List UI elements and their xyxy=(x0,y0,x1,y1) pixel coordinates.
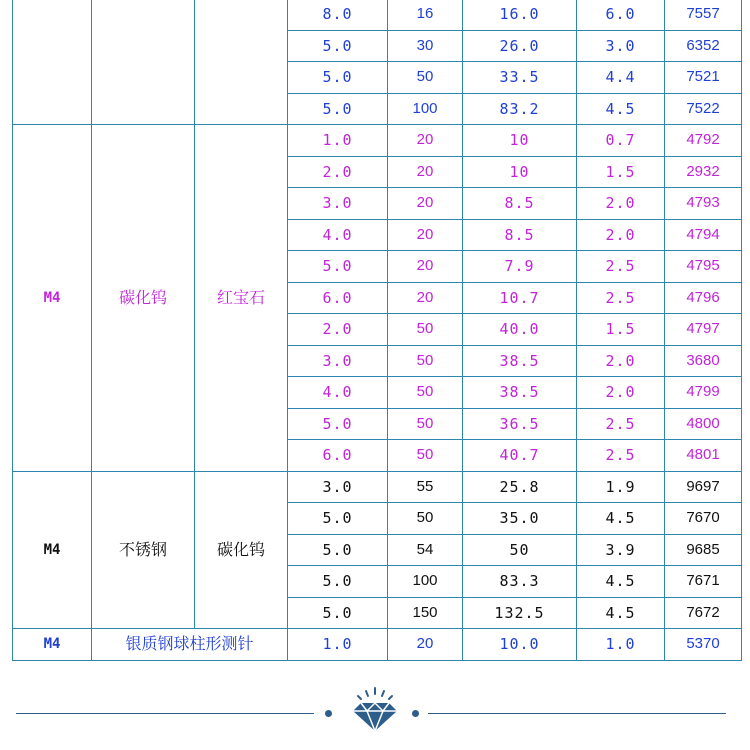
stem-diameter-cell: 0.7 xyxy=(577,125,665,157)
part-number-cell: 9697 xyxy=(665,471,742,503)
stem-diameter-cell: 2.0 xyxy=(577,219,665,251)
stylus-length-cell: 20 xyxy=(388,251,463,283)
table-row xyxy=(13,125,742,157)
part-number-cell: 6352 xyxy=(665,30,742,62)
stylus-diameter-cell: 5.0 xyxy=(288,503,388,535)
tip-material-cell xyxy=(195,0,288,125)
stylus-diameter-cell: 4.0 xyxy=(288,219,388,251)
table-row xyxy=(13,471,742,503)
stylus-length-cell: 50 xyxy=(388,440,463,472)
stylus-diameter-cell: 6.0 xyxy=(288,282,388,314)
stylus-length-cell: 54 xyxy=(388,534,463,566)
part-number-cell: 4796 xyxy=(665,282,742,314)
stem-diameter-cell: 2.0 xyxy=(577,377,665,409)
stem-diameter-cell: 1.5 xyxy=(577,314,665,346)
stem-diameter-cell: 4.5 xyxy=(577,566,665,598)
stylus-diameter-cell: 5.0 xyxy=(288,597,388,629)
stem-diameter-cell: 2.0 xyxy=(577,345,665,377)
stem-diameter-cell: 6.0 xyxy=(577,0,665,30)
effective-length-cell: 33.5 xyxy=(463,62,577,94)
stylus-diameter-cell: 5.0 xyxy=(288,30,388,62)
material-cell: 不锈钢 xyxy=(92,471,195,629)
stylus-length-cell: 55 xyxy=(388,471,463,503)
effective-length-cell: 50 xyxy=(463,534,577,566)
material-cell xyxy=(92,0,195,125)
part-number-cell: 7522 xyxy=(665,93,742,125)
divider-dot-left xyxy=(325,710,332,717)
stem-diameter-cell: 1.5 xyxy=(577,156,665,188)
stylus-length-cell: 20 xyxy=(388,629,463,661)
stylus-diameter-cell: 5.0 xyxy=(288,93,388,125)
effective-length-cell: 7.9 xyxy=(463,251,577,283)
effective-length-cell: 40.0 xyxy=(463,314,577,346)
model-cell: M4 xyxy=(13,471,92,629)
stylus-diameter-cell: 5.0 xyxy=(288,251,388,283)
part-number-cell: 4794 xyxy=(665,219,742,251)
effective-length-cell: 8.5 xyxy=(463,219,577,251)
part-number-cell: 4792 xyxy=(665,125,742,157)
stylus-diameter-cell: 5.0 xyxy=(288,566,388,598)
stylus-diameter-cell: 6.0 xyxy=(288,440,388,472)
stylus-length-cell: 30 xyxy=(388,30,463,62)
part-number-cell: 4801 xyxy=(665,440,742,472)
stem-diameter-cell: 2.5 xyxy=(577,282,665,314)
stem-diameter-cell: 2.0 xyxy=(577,188,665,220)
effective-length-cell: 83.2 xyxy=(463,93,577,125)
stylus-length-cell: 50 xyxy=(388,408,463,440)
diamond-icon xyxy=(347,686,403,734)
stylus-length-cell: 20 xyxy=(388,188,463,220)
stylus-length-cell: 20 xyxy=(388,219,463,251)
effective-length-cell: 38.5 xyxy=(463,377,577,409)
stylus-diameter-cell: 5.0 xyxy=(288,62,388,94)
effective-length-cell: 132.5 xyxy=(463,597,577,629)
effective-length-cell: 25.8 xyxy=(463,471,577,503)
stylus-length-cell: 20 xyxy=(388,125,463,157)
effective-length-cell: 36.5 xyxy=(463,408,577,440)
effective-length-cell: 83.3 xyxy=(463,566,577,598)
stem-diameter-cell: 4.5 xyxy=(577,93,665,125)
stem-diameter-cell: 2.5 xyxy=(577,251,665,283)
divider-line-right xyxy=(428,713,726,714)
stem-diameter-cell: 4.5 xyxy=(577,597,665,629)
stylus-diameter-cell: 2.0 xyxy=(288,314,388,346)
part-number-cell: 7670 xyxy=(665,503,742,535)
stylus-length-cell: 50 xyxy=(388,314,463,346)
probe-spec-table xyxy=(12,0,742,661)
stylus-diameter-cell: 8.0 xyxy=(288,0,388,30)
part-number-cell: 9685 xyxy=(665,534,742,566)
part-number-cell: 7521 xyxy=(665,62,742,94)
stylus-diameter-cell: 1.0 xyxy=(288,125,388,157)
stylus-diameter-cell: 2.0 xyxy=(288,156,388,188)
stylus-length-cell: 50 xyxy=(388,62,463,94)
part-number-cell: 4793 xyxy=(665,188,742,220)
stem-diameter-cell: 1.9 xyxy=(577,471,665,503)
effective-length-cell: 10.0 xyxy=(463,629,577,661)
stem-diameter-cell: 4.4 xyxy=(577,62,665,94)
stylus-diameter-cell: 4.0 xyxy=(288,377,388,409)
model-cell: M4 xyxy=(13,125,92,472)
stem-diameter-cell: 3.0 xyxy=(577,30,665,62)
stem-diameter-cell: 2.5 xyxy=(577,408,665,440)
part-number-cell: 4795 xyxy=(665,251,742,283)
effective-length-cell: 10 xyxy=(463,156,577,188)
effective-length-cell: 40.7 xyxy=(463,440,577,472)
effective-length-cell: 10.7 xyxy=(463,282,577,314)
stylus-diameter-cell: 3.0 xyxy=(288,188,388,220)
effective-length-cell: 16.0 xyxy=(463,0,577,30)
stylus-length-cell: 20 xyxy=(388,156,463,188)
effective-length-cell: 35.0 xyxy=(463,503,577,535)
stylus-length-cell: 20 xyxy=(388,282,463,314)
table-row xyxy=(13,0,742,30)
stylus-length-cell: 50 xyxy=(388,345,463,377)
stylus-length-cell: 50 xyxy=(388,377,463,409)
part-number-cell: 7557 xyxy=(665,0,742,30)
part-number-cell: 4799 xyxy=(665,377,742,409)
part-number-cell: 7671 xyxy=(665,566,742,598)
stylus-diameter-cell: 5.0 xyxy=(288,534,388,566)
material-cell: 碳化钨 xyxy=(92,125,195,472)
stem-diameter-cell: 2.5 xyxy=(577,440,665,472)
stem-diameter-cell: 4.5 xyxy=(577,503,665,535)
stylus-length-cell: 100 xyxy=(388,93,463,125)
stylus-diameter-cell: 3.0 xyxy=(288,471,388,503)
tip-material-cell: 碳化钨 xyxy=(195,471,288,629)
effective-length-cell: 38.5 xyxy=(463,345,577,377)
effective-length-cell: 26.0 xyxy=(463,30,577,62)
stylus-length-cell: 50 xyxy=(388,503,463,535)
effective-length-cell: 10 xyxy=(463,125,577,157)
part-number-cell: 4797 xyxy=(665,314,742,346)
part-number-cell: 3680 xyxy=(665,345,742,377)
material-cell: 银质钢球柱形测针 xyxy=(92,629,288,661)
part-number-cell: 7672 xyxy=(665,597,742,629)
model-cell xyxy=(13,0,92,125)
part-number-cell: 2932 xyxy=(665,156,742,188)
stylus-length-cell: 16 xyxy=(388,0,463,30)
stem-diameter-cell: 3.9 xyxy=(577,534,665,566)
stylus-length-cell: 100 xyxy=(388,566,463,598)
table-row xyxy=(13,629,742,661)
stylus-diameter-cell: 3.0 xyxy=(288,345,388,377)
tip-material-cell: 红宝石 xyxy=(195,125,288,472)
part-number-cell: 4800 xyxy=(665,408,742,440)
model-cell: M4 xyxy=(13,629,92,661)
stylus-diameter-cell: 5.0 xyxy=(288,408,388,440)
stem-diameter-cell: 1.0 xyxy=(577,629,665,661)
divider-dot-right xyxy=(412,710,419,717)
part-number-cell: 5370 xyxy=(665,629,742,661)
divider-line-left xyxy=(16,713,314,714)
stylus-length-cell: 150 xyxy=(388,597,463,629)
stylus-diameter-cell: 1.0 xyxy=(288,629,388,661)
effective-length-cell: 8.5 xyxy=(463,188,577,220)
